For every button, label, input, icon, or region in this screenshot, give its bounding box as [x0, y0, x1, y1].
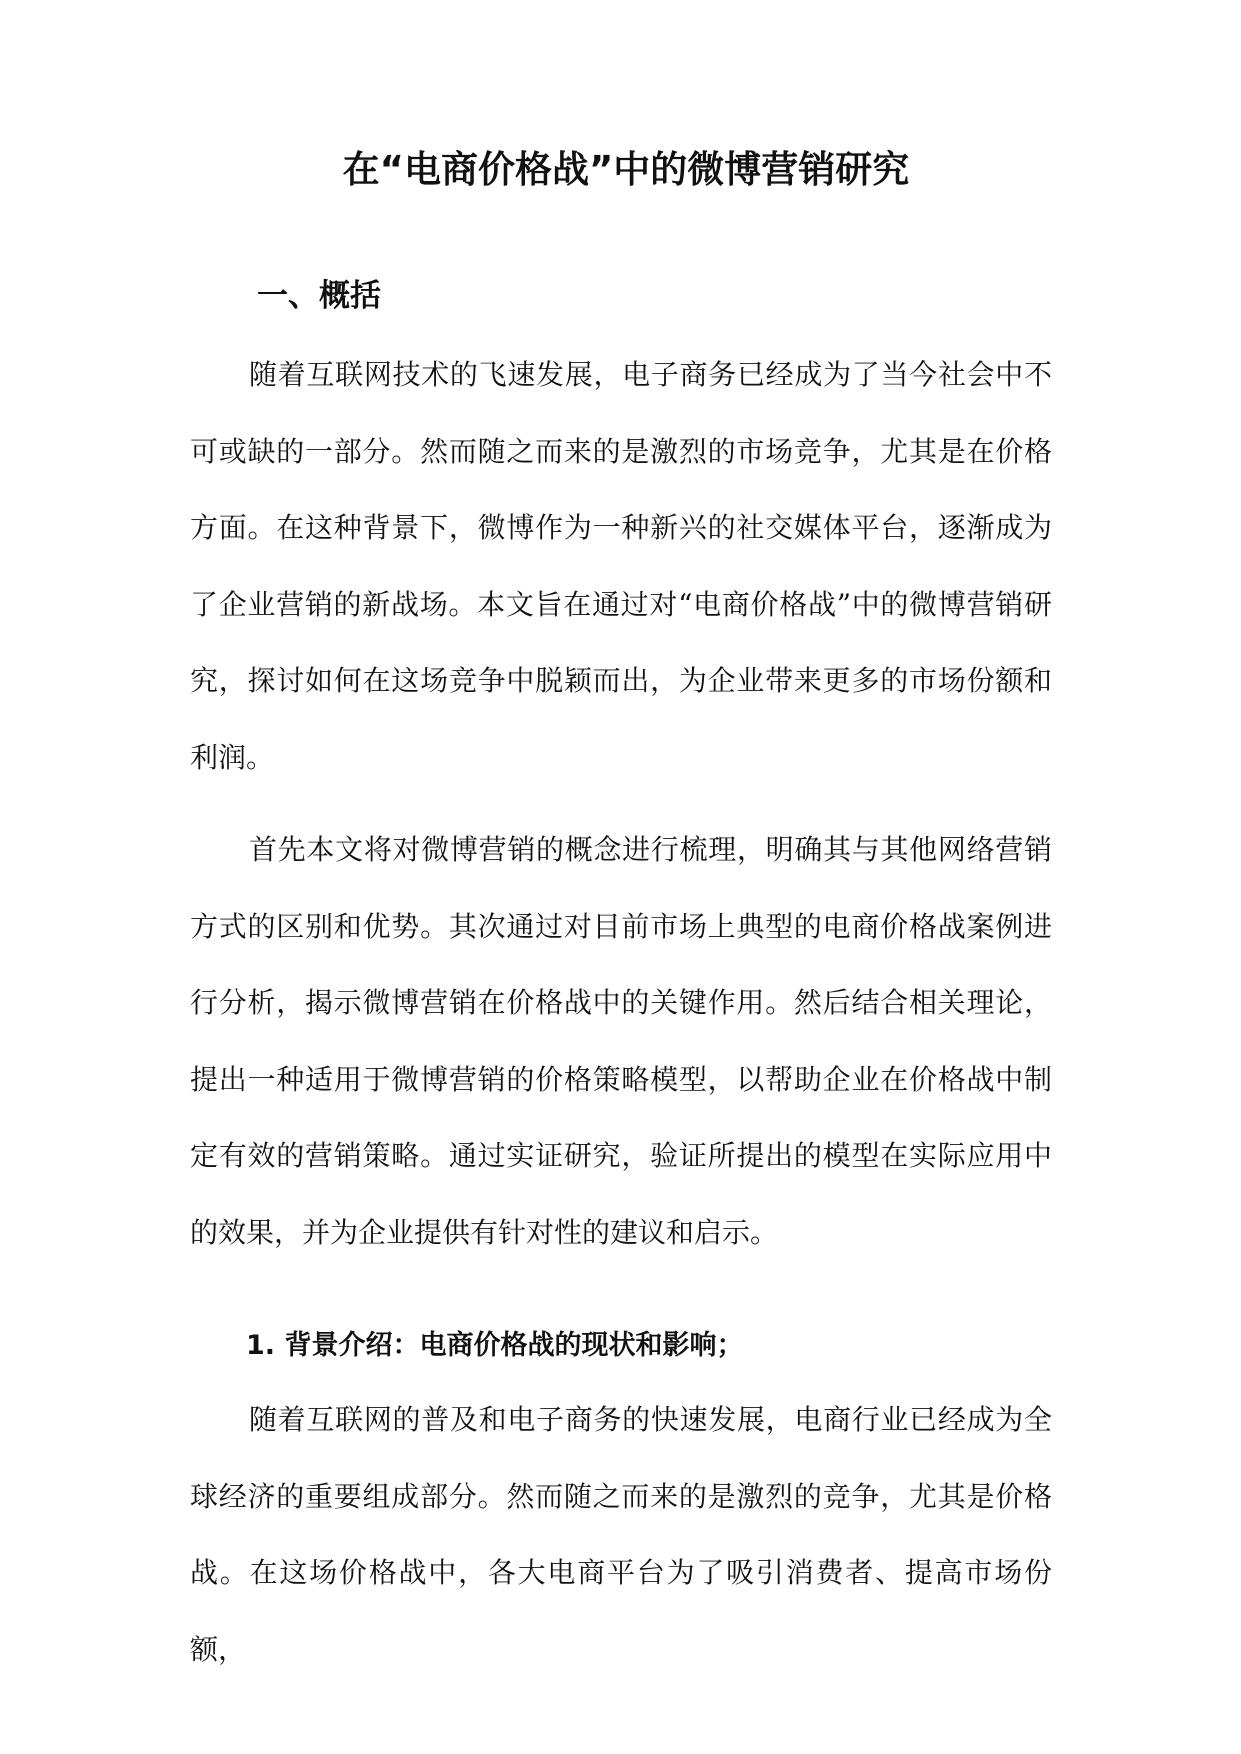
paragraph-overview-intro: 随着互联网技术的飞速发展，电子商务已经成为了当今社会中不可或缺的一部分。然而随之而来的是激烈的市场竞争，尤其是在价格方面。在这种背景下，微博作为一种新兴的社交媒体平台，逐渐成为了企业营销的新战场。本文旨在通过对“电商价格战”中的微博营销研究，探讨如何在这场竞争中脱颖而出，为企业带来更多的市场份额和利润。: [190, 358, 1052, 774]
paragraph-background: 随着互联网的普及和电子商务的快速发展，电商行业已经成为全球经济的重要组成部分。然而随之而来的是激烈的竞争，尤其是价格战。在这场价格战中，各大电商平台为了吸引消费者、提高市场份额，: [190, 1403, 1052, 1666]
subsection-heading-background: 1. 背景介绍：电商价格战的现状和影响；: [246, 1330, 744, 1361]
paragraph-overview-outline: 首先本文将对微博营销的概念进行梳理，明确其与其他网络营销方式的区别和优势。其次通过对目前市场上典型的电商价格战案例进行分析，揭示微博营销在价格战中的关键作用。然后结合相关理论，提出一种适用于微博营销的价格策略模型，以帮助企业在价格战中制定有效的营销策略。通过实证研究，验证所提出的模型在实际应用中的效果，并为企业提供有针对性的建议和启示。: [190, 833, 1052, 1249]
document-title: 在“电商价格战”中的微博营销研究: [342, 148, 910, 191]
section-heading-overview: 一、概括: [257, 278, 381, 314]
document-body: [190, 140, 1052, 1688]
